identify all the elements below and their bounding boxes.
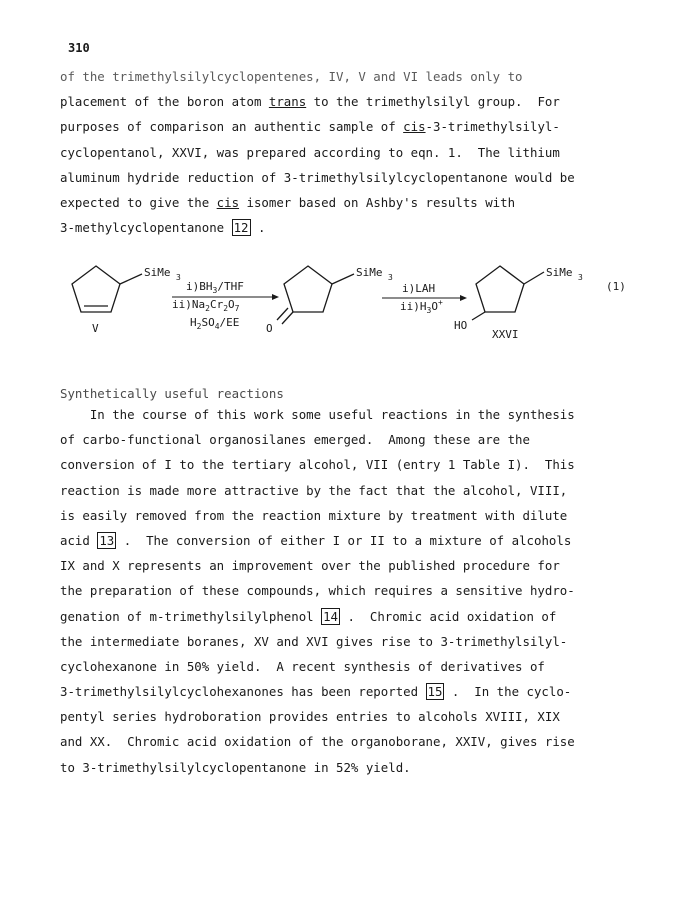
structure-v bbox=[72, 266, 142, 312]
text-line: IX and X represents an improvement over the published procedure for bbox=[60, 558, 560, 574]
italic-term: cis bbox=[216, 194, 240, 210]
sime3-label: SiMe bbox=[144, 266, 171, 279]
text-line: placement of the boron atom trans to the trimethylsilyl group. For bbox=[60, 94, 560, 110]
italic-term: trans bbox=[268, 94, 307, 110]
citation-ref: 15 bbox=[427, 684, 443, 700]
text-line: purposes of comparison an authentic sample of cis-3-trimethylsilyl- bbox=[60, 119, 560, 135]
step2-reagent-i: i)LAH bbox=[402, 282, 436, 295]
page-number: 310 bbox=[68, 41, 90, 55]
italic-term: cis bbox=[403, 119, 426, 135]
subscript: 3 bbox=[388, 273, 393, 282]
sime3-label: SiMe bbox=[356, 266, 383, 279]
text-line: genation of m-trimethylsilylphenol 14 . Chromic acid oxidation of bbox=[60, 608, 557, 624]
text-line: of the trimethylsilylcyclopentenes, IV, V and VI leads only to bbox=[60, 69, 523, 84]
carbonyl-oxygen: O bbox=[266, 322, 273, 335]
text-line: acid 13 . The conversion of either I or II to a mixture of alcohols bbox=[60, 532, 572, 548]
text-line: 3-trimethylsilylcyclohexanones has been reported 15 . In the cyclo- bbox=[60, 684, 572, 700]
arrow-head bbox=[272, 294, 279, 300]
text-line: 3-methylcyclopentanone 12 . bbox=[60, 220, 266, 236]
compound-label-v: V bbox=[92, 322, 99, 335]
step1-reagent-i: $i)BH_3$/THF bbox=[186, 280, 244, 295]
citation-ref: 14 bbox=[323, 608, 339, 624]
step2-reagent-ii: $ii)H_3O^+$ bbox=[400, 298, 443, 315]
text-line: aluminum hydride reduction of 3-trimethylsilylcyclopentanone would be bbox=[60, 169, 575, 185]
step1-reagent-acid: $H_2SO_4/EE$ bbox=[190, 316, 240, 331]
text-line: cyclohexanone in 50% yield. A recent synthesis of derivatives of bbox=[60, 658, 545, 674]
text-line: pentyl series hydroboration provides entries to alcohols XVIII, XIX bbox=[60, 709, 560, 725]
hydroxyl-label: HO bbox=[454, 319, 468, 332]
text-line: to 3-trimethylsilylcyclopentanone in 52% yield. bbox=[60, 759, 411, 775]
text-line: the preparation of these compounds, which requires a sensitive hydro- bbox=[60, 583, 575, 599]
text-line: the intermediate boranes, XV and XVI gives rise to 3-trimethylsilyl- bbox=[60, 633, 568, 649]
compound-label-xxvi: XXVI bbox=[492, 328, 519, 341]
citation-ref: 12 bbox=[233, 220, 249, 236]
paragraph-2 bbox=[60, 402, 640, 780]
structure-xxvi bbox=[472, 266, 544, 320]
text-line: expected to give the cis isomer based on Ashby's results with bbox=[60, 194, 516, 210]
text-line: conversion of I to the tertiary alcohol, VII (entry 1 Table I). This bbox=[60, 457, 575, 473]
text-line: of carbo-functional organosilanes emerged. Among these are the bbox=[60, 432, 530, 448]
paragraph-1 bbox=[60, 64, 640, 240]
structure-ketone bbox=[277, 266, 354, 324]
section-heading: Synthetically useful reactions bbox=[60, 386, 284, 401]
subscript: 3 bbox=[176, 273, 181, 282]
citation-ref: 13 bbox=[99, 532, 115, 548]
step1-reagent-ii: $ii)Na_2Cr_2O_7$ bbox=[172, 298, 240, 313]
subscript: 3 bbox=[578, 273, 583, 282]
text-line: and XX. Chromic acid oxidation of the organoborane, XXIV, gives rise bbox=[60, 734, 575, 750]
sime3-label: SiMe bbox=[546, 266, 573, 279]
text-line: In the course of this work some useful reactions in the synthesis bbox=[60, 407, 575, 422]
arrow-head bbox=[460, 295, 467, 301]
text-line: reaction is made more attractive by the fact that the alcohol, VIII, bbox=[60, 482, 568, 498]
text-line: cyclopentanol, XXVI, was prepared according to eqn. 1. The lithium bbox=[60, 144, 560, 160]
text-line: is easily removed from the reaction mixture by treatment with dilute bbox=[60, 507, 568, 523]
reaction-scheme bbox=[60, 252, 640, 352]
equation-number: (1) bbox=[606, 280, 626, 293]
